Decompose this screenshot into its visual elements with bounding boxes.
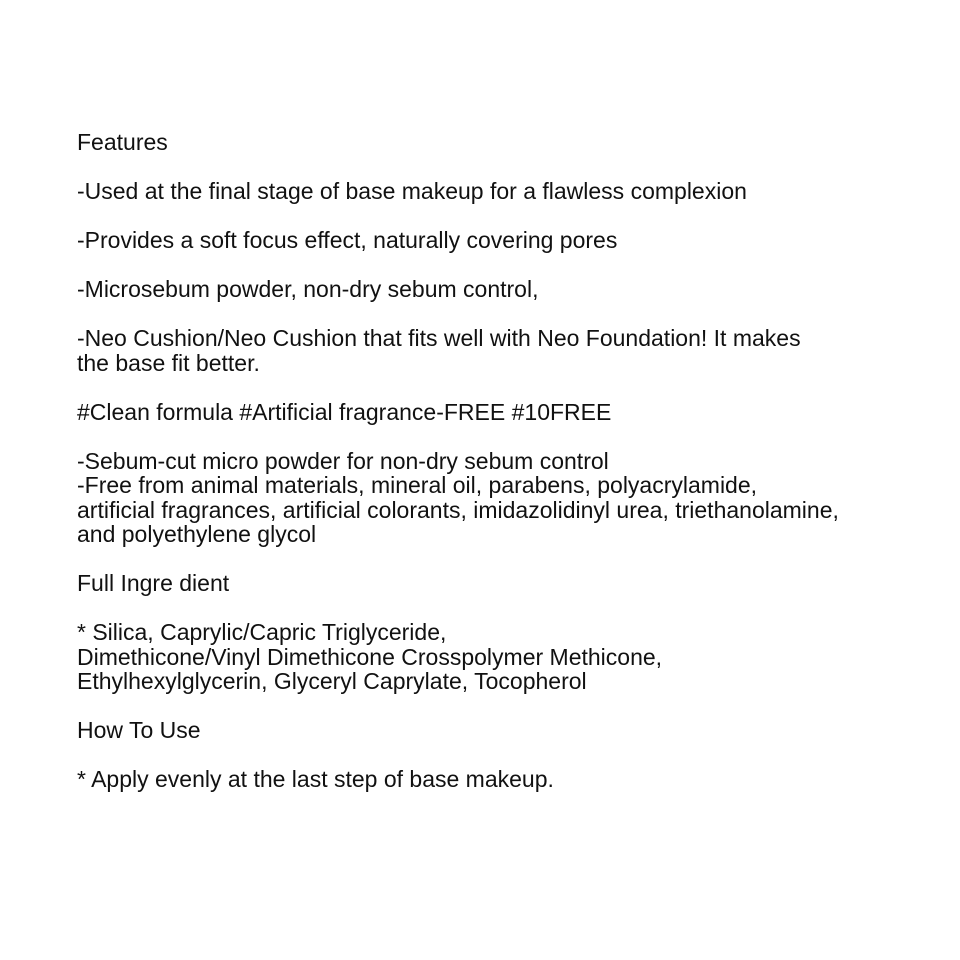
- ingredient-text: * Silica, Caprylic/Capric Triglyceride,: [77, 619, 447, 645]
- how-to-use-instructions: [77, 767, 937, 792]
- claim-text: -Free from animal materials, mineral oil, parabens, polyacrylamide,: [77, 472, 758, 498]
- how-to-use-text: * Apply evenly at the last step of base makeup.: [77, 766, 554, 792]
- feature-text: the base fit better.: [77, 349, 260, 376]
- ingredients-list: [77, 620, 937, 694]
- feature-text: -Microsebum powder, non-dry sebum control,: [77, 276, 539, 302]
- ingredients-heading-text: Full Ingre dient: [77, 570, 230, 596]
- product-description: [77, 130, 937, 816]
- claim-text: artificial fragrances, artificial colorants, imidazolidinyl urea, triethanolamine,: [77, 496, 839, 523]
- hashtags: [77, 400, 937, 425]
- hashtags-text: #Clean formula #Artificial fragrance-FREE #10FREE: [77, 398, 612, 425]
- claims-block: [77, 449, 937, 547]
- how-to-use-heading-text: How To Use: [77, 717, 201, 743]
- claim-text: -Sebum-cut micro powder for non-dry sebum control: [77, 447, 609, 474]
- feature-item: [77, 277, 937, 302]
- ingredient-text: Dimethicone/Vinyl Dimethicone Crosspolymer Methicone,: [77, 643, 663, 670]
- ingredient-text: Ethylhexylglycerin, Glyceryl Caprylate, Tocopherol: [77, 668, 587, 694]
- feature-text: -Provides a soft focus effect, naturally covering pores: [77, 227, 618, 253]
- feature-item: [77, 326, 937, 375]
- feature-text: -Neo Cushion/Neo Cushion that fits well with Neo Foundation! It makes: [77, 325, 801, 351]
- how-to-use-heading: [77, 718, 937, 743]
- ingredients-heading: [77, 571, 937, 596]
- feature-item: [77, 228, 937, 253]
- claim-text: and polyethylene glycol: [77, 521, 317, 547]
- features-heading-text: Features: [77, 129, 168, 155]
- feature-item: [77, 179, 937, 204]
- feature-text: -Used at the final stage of base makeup for a flawless complexion: [77, 178, 747, 204]
- features-heading: [77, 130, 937, 155]
